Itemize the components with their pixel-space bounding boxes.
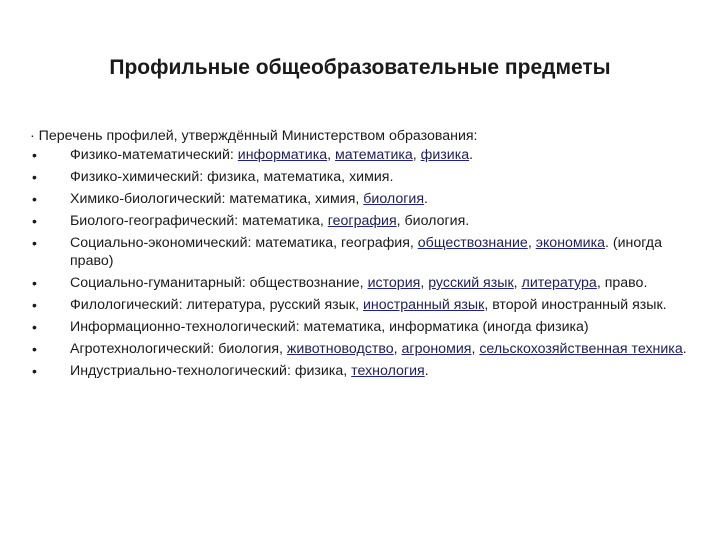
subject-link[interactable]: математика	[335, 147, 413, 163]
item-text: ,	[513, 274, 522, 291]
item-text: ,	[471, 340, 480, 357]
profiles-list	[30, 146, 700, 383]
list-item	[30, 146, 700, 165]
item-text: .	[469, 147, 474, 163]
subject-link[interactable]: биология	[363, 190, 425, 207]
subject-link[interactable]: иностранный язык	[362, 296, 485, 313]
subject-link[interactable]: технология	[351, 362, 425, 379]
item-text: .	[424, 362, 429, 379]
subject-link[interactable]: экономика	[535, 234, 606, 251]
item-text: Физико-химический: физика, математика, химия.	[70, 168, 394, 185]
item-text: , второй иностранный язык.	[484, 296, 667, 313]
slide-title: Профильные общеобразовательные предметы	[109, 56, 611, 79]
list-item	[30, 318, 700, 337]
item-text: Социально-гуманитарный: обществознание,	[70, 274, 368, 291]
bullet-icon: •	[32, 274, 37, 291]
subject-link[interactable]: русский язык	[428, 274, 514, 291]
item-text: , биология.	[396, 212, 470, 229]
subject-link[interactable]: физика	[420, 147, 470, 163]
item-text: Информационно-технологический: математика, информатика (иногда физика)	[70, 318, 589, 335]
item-text: . (иногда право)	[70, 234, 662, 270]
item-text: Социально-экономический: математика, география,	[70, 234, 418, 251]
subject-link[interactable]: агрономия	[401, 340, 472, 357]
item-text: ,	[412, 147, 421, 163]
subject-link[interactable]: обществознание	[417, 234, 528, 251]
bullet-icon: •	[32, 296, 37, 313]
item-text: ,	[527, 234, 536, 251]
bullet-icon: •	[32, 340, 37, 357]
item-text: ,	[393, 340, 402, 357]
list-item	[30, 212, 700, 231]
bullet-icon: •	[32, 190, 37, 207]
bullet-icon: •	[32, 147, 37, 163]
item-text: Агротехнологический: биология,	[70, 340, 287, 357]
subject-link[interactable]: животноводство	[286, 340, 394, 357]
list-item	[30, 274, 700, 293]
bullet-icon: •	[32, 362, 37, 379]
subject-link[interactable]: сельскохозяйственная техника	[479, 340, 683, 357]
item-text: Физико-математический:	[70, 147, 238, 163]
bullet-icon: •	[32, 212, 37, 229]
item-text: Филологический: литература, русский язык,	[70, 296, 363, 313]
intro-line: · Перечень профилей, утверждённый Министерством образования:	[30, 128, 478, 144]
list-item	[30, 362, 700, 381]
bullet-icon: •	[32, 318, 37, 335]
item-text: Биолого-географический: математика,	[70, 212, 328, 229]
subject-link[interactable]: география	[327, 212, 397, 229]
item-text: , право.	[596, 274, 648, 291]
item-text: ,	[327, 147, 336, 163]
list-item	[30, 168, 700, 187]
item-text: Индустриально-технологический: физика,	[70, 362, 352, 379]
subject-link[interactable]: история	[367, 274, 421, 291]
item-text: .	[682, 340, 687, 357]
bullet-icon: •	[32, 168, 37, 185]
bullet-icon: •	[32, 234, 37, 251]
item-text: ,	[420, 274, 429, 291]
list-item	[30, 340, 700, 359]
subject-link[interactable]: информатика	[237, 147, 328, 163]
subject-link[interactable]: литература	[521, 274, 597, 291]
list-item	[30, 190, 700, 209]
item-text: Химико-биологический: математика, химия,	[70, 190, 364, 207]
item-text: .	[424, 190, 428, 207]
list-item	[30, 296, 700, 315]
list-item	[30, 234, 700, 271]
